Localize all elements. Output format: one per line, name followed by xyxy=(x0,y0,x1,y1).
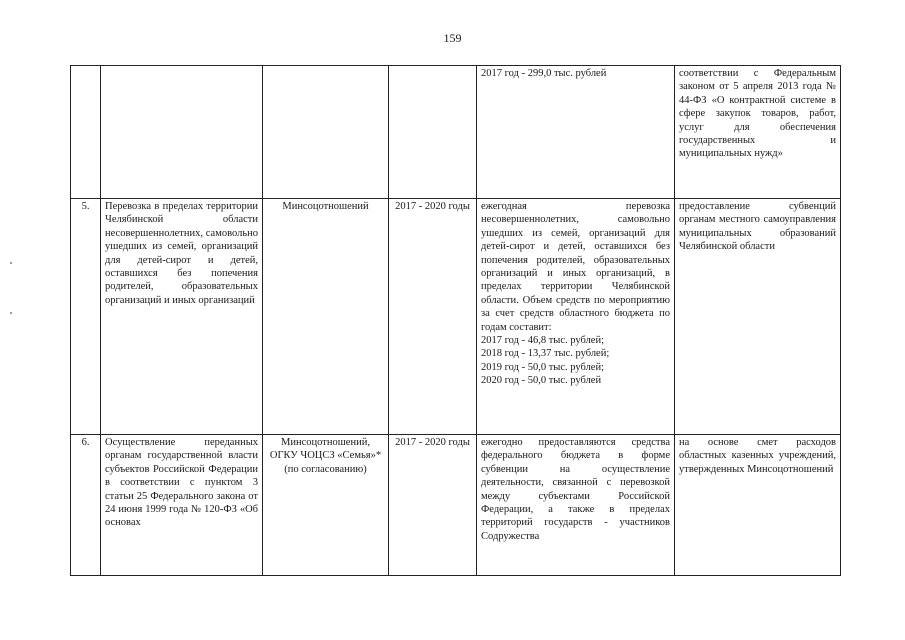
row-number: 5. xyxy=(71,199,101,435)
result-year-line: 2017 год - 46,8 тыс. рублей; xyxy=(481,335,605,347)
event-cell xyxy=(101,66,263,199)
result-cell: ежегодно предоставляются средства федерального бюджета в форме субвенции на осуществление деятельности, связанной с перевозкой между субъектами Российской Федерации, а также в пределах территорий государств - участников Содружества xyxy=(477,435,675,576)
event-cell: Осуществление переданных органам государственной власти субъектов Российской Федерации в соответствии с пунктом 3 статьи 25 Федерального закона от 24 июня 1999 года № 120-ФЗ «Об основах xyxy=(101,435,263,576)
page-number: 159 xyxy=(443,31,462,45)
table-row xyxy=(71,435,841,576)
measures-table xyxy=(70,65,841,576)
result-cell: 2017 год - 299,0 тыс. рублей xyxy=(477,66,675,199)
executor-cell: Минсоцотношений xyxy=(263,199,389,435)
scan-speck xyxy=(10,262,12,264)
row-number xyxy=(71,66,101,199)
notes-cell: соответствии с Федеральным законом от 5 апреля 2013 года № 44-ФЗ «О контрактной системе в сфере закупок товаров, работ, услуг для обеспечения государственных и муниципальных нужд» xyxy=(675,66,841,199)
period-cell: 2017 - 2020 годы xyxy=(389,435,477,576)
notes-cell: на основе смет расходов областных казенных учреждений, утвержденных Минсоцотношений xyxy=(675,435,841,576)
scan-speck xyxy=(10,312,12,314)
result-year-line: 2018 год - 13,37 тыс. рублей; xyxy=(481,348,610,360)
period-cell: 2017 - 2020 годы xyxy=(389,199,477,435)
result-year-line: 2019 год - 50,0 тыс. рублей; xyxy=(481,361,605,373)
row-number: 6. xyxy=(71,435,101,576)
executor-cell xyxy=(263,66,389,199)
notes-cell: предоставление субвенций органам местного самоуправления муниципальных образований Челябинской области xyxy=(675,199,841,435)
period-cell xyxy=(389,66,477,199)
event-cell: Перевозка в пределах территории Челябинской области несовершеннолетних, самовольно ушедших из семей, организаций для детей-сирот и детей, оставшихся без попечения родителей, образовательных организаций и иных организаций xyxy=(101,199,263,435)
result-cell xyxy=(477,199,675,435)
executor-cell: Минсоцотношений, ОГКУ ЧОЦСЗ «Семья»* (по согласованию) xyxy=(263,435,389,576)
result-text: ежегодная перевозка несовершеннолетних, самовольно ушедших из семей, организаций для детей-сирот и детей, оставшихся без попечения родителей, образовательных организаций и иных организаций, в пределах территории Челябинской области. Объем средств по мероприятию за счет средств областного бюджета по годам составит: xyxy=(481,201,670,333)
table-row xyxy=(71,66,841,199)
table-row xyxy=(71,199,841,435)
result-year-line: 2020 год - 50,0 тыс. рублей xyxy=(481,375,602,387)
